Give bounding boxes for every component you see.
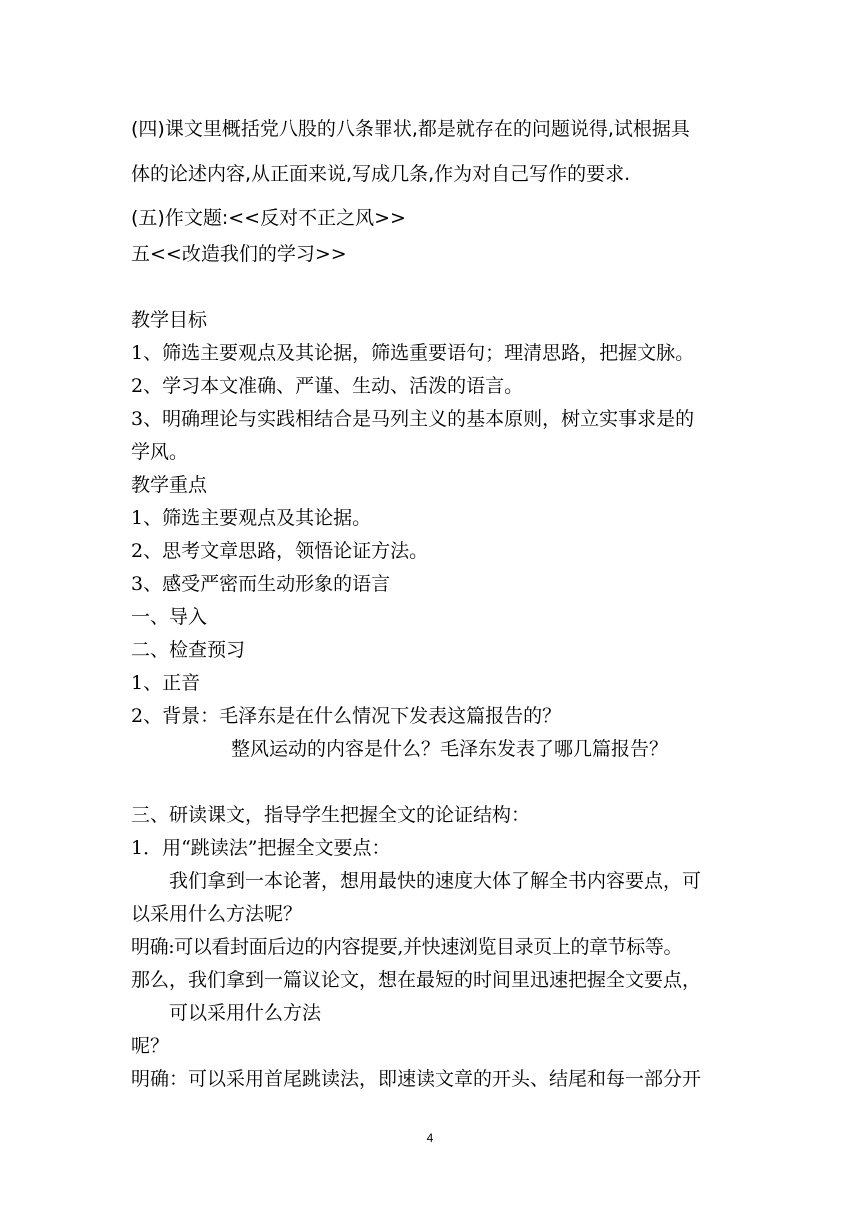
text-line: 明确：可以采用首尾跳读法，即速读文章的开头、结尾和每一部分开 — [131, 1068, 702, 1090]
text-line: 1、筛选主要观点及其论据。 — [131, 507, 372, 529]
text-line: 整风运动的内容是什么？毛泽东发表了哪几篇报告？ — [231, 738, 669, 760]
text-line: 2、思考文章思路，领悟论证方法。 — [131, 540, 429, 562]
text-line: 2、背景：毛泽东是在什么情况下发表这篇报告的？ — [131, 705, 562, 727]
text-line: 1、筛选主要观点及其论据，筛选重要语句；理清思路，把握文脉。 — [131, 342, 695, 364]
text-line: 体的论述内容,从正面来说,写成几条,作为对自己写作的要求. — [131, 163, 631, 185]
text-line: 五<<改造我们的学习>> — [131, 243, 347, 265]
text-line: 学风。 — [131, 441, 189, 463]
text-line: 以采用什么方法呢？ — [131, 903, 303, 925]
text-line: (四)课文里概括党八股的八条罪状,都是就存在的问题说得,试根据具 — [131, 118, 690, 140]
page-number: 4 — [426, 1131, 434, 1145]
text-line: 二、检查预习 — [131, 639, 246, 661]
section-heading: 教学目标 — [131, 309, 208, 331]
text-line: 3、感受严密而生动形象的语言 — [131, 573, 391, 595]
text-line: 可以采用什么方法 — [169, 1002, 322, 1024]
text-line: 1．用“跳读法”把握全文要点： — [131, 837, 391, 859]
text-line: 呢？ — [131, 1035, 170, 1057]
text-line: 1、正音 — [131, 672, 201, 694]
text-line: 一、导入 — [131, 606, 208, 628]
text-line: 明确:可以看封面后边的内容提要,并快速浏览目录页上的章节标等。 — [131, 936, 683, 958]
text-line: 我们拿到一本论著，想用最快的速度大体了解全书内容要点，可 — [169, 870, 702, 892]
section-heading: 教学重点 — [131, 474, 208, 496]
section-heading: 三、研读课文，指导学生把握全文的论证结构： — [131, 804, 531, 826]
text-line: 3、明确理论与实践相结合是马列主义的基本原则，树立实事求是的 — [131, 408, 695, 430]
text-line: 2、学习本文准确、严谨、生动、活泼的语言。 — [131, 375, 524, 397]
text-line: 那么，我们拿到一篇议论文，想在最短的时间里迅速把握全文要点， — [131, 969, 702, 991]
text-line: (五)作文题:<<反对不正之风>> — [131, 207, 406, 229]
